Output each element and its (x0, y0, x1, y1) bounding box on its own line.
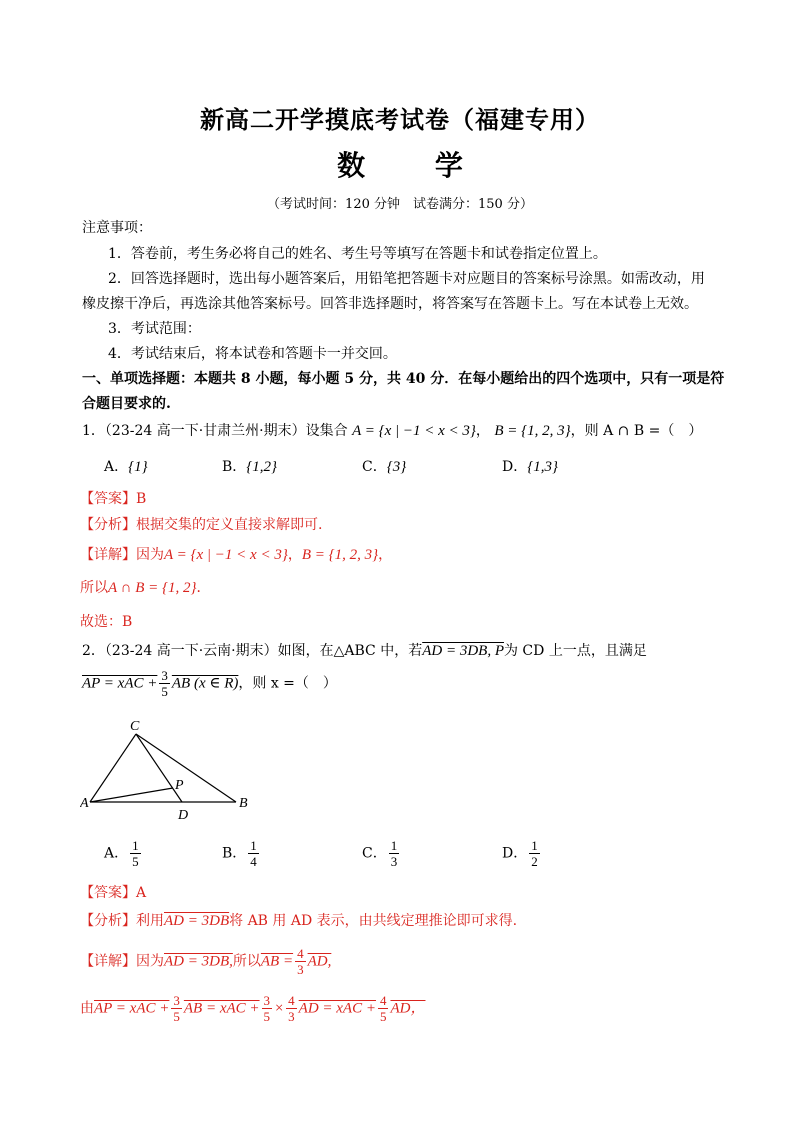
edge-ca (90, 734, 136, 802)
q2-condition: AD = 3DB, P (422, 643, 504, 659)
q1-stem-suffix: ，则 A ∩ B =（ ） (570, 423, 703, 439)
q1-answer: 【答案】B (80, 491, 147, 507)
q1-option-b: B．{1,2} (222, 459, 278, 475)
label-c: C (130, 719, 140, 734)
notice-item-4: 4．考试结束后，将本试卷和答题卡一并交回。 (108, 346, 397, 362)
notice-item-2: 2．回答选择题时，选出每小题答案后，用铅笔把答题卡对应题目的答案标号涂黑。如需改动，用 (108, 271, 705, 287)
q1-set-b: B = {1, 2, 3} (494, 423, 571, 439)
q1-conclusion: 故选：B (80, 614, 133, 630)
section-heading-line1: 一、单项选择题：本题共 8 小题，每小题 5 分，共 40 分．在每小题给出的四个选项中，只有一项是符 (82, 371, 725, 387)
q2-answer: 【答案】A (80, 885, 147, 901)
q1-option-c: C．{3} (362, 459, 407, 475)
triangle-figure (80, 715, 270, 825)
q2-option-c: C． $\frac{1}{3}$ (362, 838, 398, 869)
section-heading-line2: 合题目要求的. (82, 396, 171, 412)
q1-analysis: 【分析】根据交集的定义直接求解即可. (80, 517, 323, 533)
q2-option-a: A． $\frac{1}{5}$ (104, 838, 139, 869)
q1-so: 所以A ∩ B = {1, 2}． (80, 580, 211, 596)
label-d: D (178, 808, 189, 823)
label-p: P (175, 778, 184, 793)
notice-heading: 注意事项： (82, 220, 152, 236)
q1-so-expr: A ∩ B = {1, 2} (108, 580, 197, 596)
label-b: B (239, 796, 248, 811)
segment-ap (90, 788, 173, 802)
q1-option-d: D．{1,3} (502, 459, 558, 475)
q2-option-d: D． $\frac{1}{2}$ (502, 838, 538, 869)
q1-detail: 【详解】因为A = {x | −1 < x < 3}，B = {1, 2, 3}， (80, 547, 393, 563)
q2-derivation: 由AP = xAC + $\frac{3}{5}$ AB = xAC + $\frac{3}{5}$ × $\frac{4}{3}$ AD = xAC + $\frac{4}{5}$ AD， (80, 993, 426, 1024)
notice-item-2-cont: 橡皮擦干净后，再选涂其他答案标号。回答非选择题时，将答案写在答题卡上。写在本试卷上无效。 (82, 296, 698, 312)
q2-option-b: B． $\frac{1}{4}$ (222, 838, 257, 869)
q1-detail-set-a: A = {x | −1 < x < 3} (164, 547, 288, 563)
q1-stem: 1．（23-24 高一下·甘肃兰州·期末）设集合 A = {x | −1 < x < 3}， B = {1, 2, 3}，则 A ∩ B =（ ） (82, 423, 703, 439)
subject-title: 数 学 (337, 149, 463, 182)
q1-detail-set-b: B = {1, 2, 3} (301, 547, 379, 563)
exam-meta: （考试时间：120 分钟 试卷满分：150 分） (267, 197, 533, 212)
q2-detail: 【详解】因为AD = 3DB,所以AB = $\frac{4}{3}$ AD, (80, 946, 332, 977)
q1-option-a: A．{1} (104, 459, 148, 475)
notice-item-3: 3．考试范围： (108, 321, 201, 337)
q1-set-a: A = {x | −1 < x < 3} (352, 423, 476, 439)
q2-expression: AP = xAC + $\frac{3}{5}$ AB (x ∈ R)，则 x =（ ） (82, 668, 337, 699)
notice-item-1: 1．答卷前，考生务必将自己的姓名、考生号等填写在答题卡和试卷指定位置上。 (108, 246, 607, 262)
q2-stem: 2．（23-24 高一下·云南·期末）如图，在△ABC 中，若AD = 3DB, P为 CD 上一点，且满足 (82, 643, 647, 659)
q2-analysis: 【分析】利用AD = 3DB将 AB 用 AD 表示，由共线定理推论即可求得. (80, 913, 518, 929)
paper-title: 新高二开学摸底考试卷（福建专用） (200, 105, 600, 134)
label-a: A (80, 796, 89, 811)
q2-analysis-expr: AD = 3DB (164, 913, 230, 929)
q1-stem-prefix: 1．（23-24 高一下·甘肃兰州·期末）设集合 (82, 423, 348, 439)
